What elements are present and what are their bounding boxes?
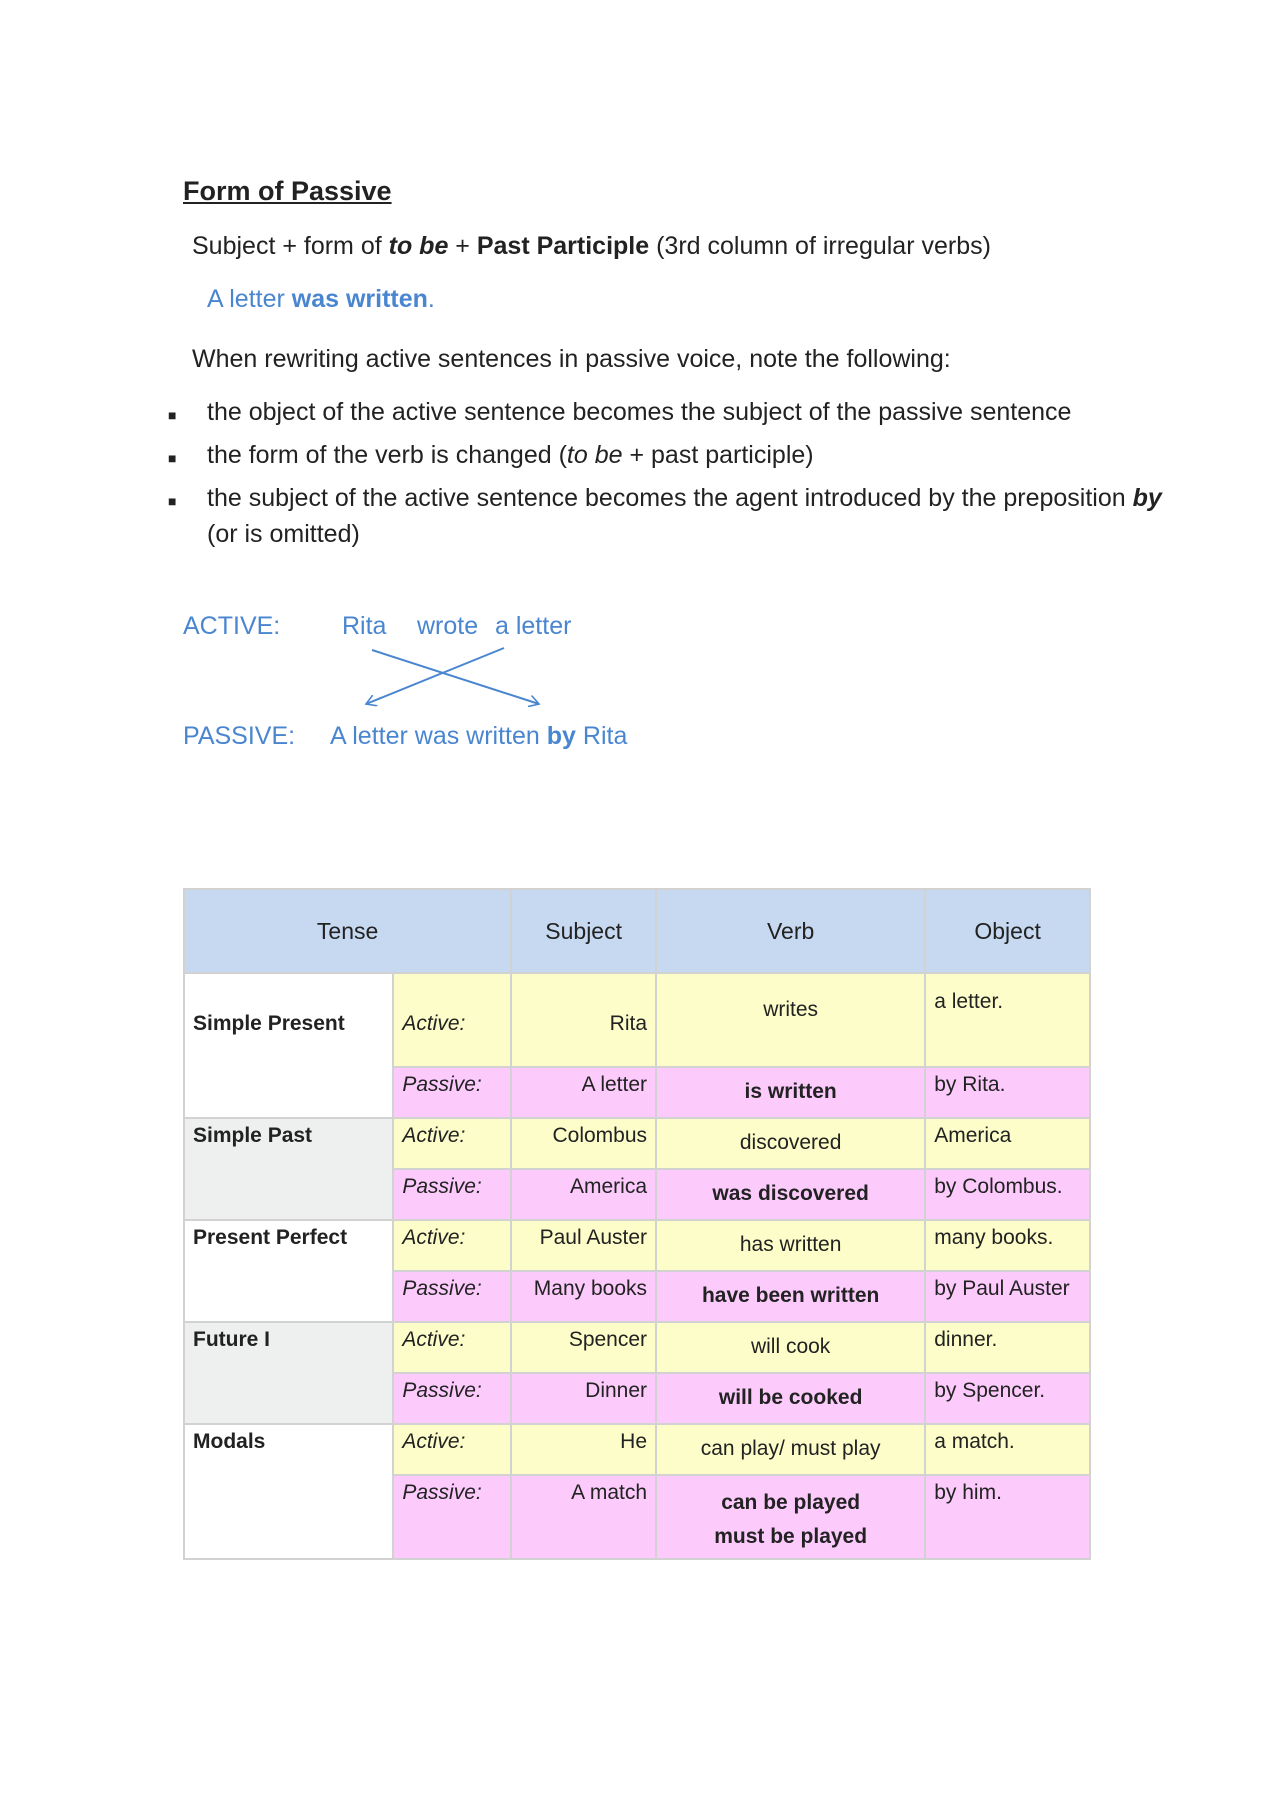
- active-label: ACTIVE:: [183, 612, 281, 640]
- table-row: [184, 1424, 1090, 1475]
- tense-name: Simple Present: [184, 973, 393, 1118]
- formula-note: (3rd column of irregular verbs): [649, 232, 991, 260]
- bullet-square-icon: ■: [168, 407, 177, 423]
- cell-object: by Paul Auster: [925, 1271, 1090, 1322]
- cell-subject: A letter: [511, 1067, 656, 1118]
- active-row-label: Active:: [393, 1322, 511, 1373]
- cell-subject: Colombus: [511, 1118, 656, 1169]
- cell-verb: will be cooked: [656, 1373, 925, 1424]
- cell-verb: [656, 1475, 925, 1559]
- cell-subject: America: [511, 1169, 656, 1220]
- cell-object: by Spencer.: [925, 1373, 1090, 1424]
- cell-verb: was discovered: [656, 1169, 925, 1220]
- example-verb: was written: [291, 285, 428, 313]
- cell-verb: will cook: [656, 1322, 925, 1373]
- bullet-item-1: the object of the active sentence becomes the subject of the passive sentence: [207, 398, 1072, 426]
- cell-verb: is written: [656, 1067, 925, 1118]
- cell-object: dinner.: [925, 1322, 1090, 1373]
- cell-subject: He: [511, 1424, 656, 1475]
- passive-by: by: [546, 722, 576, 750]
- table-row: [184, 1118, 1090, 1169]
- header-subject: Subject: [511, 889, 656, 973]
- cell-verb: writes: [656, 973, 925, 1067]
- cell-object: a letter.: [925, 973, 1090, 1067]
- example-suffix: .: [427, 285, 435, 313]
- passive-row-label: Passive:: [393, 1373, 511, 1424]
- cell-verb: has written: [656, 1220, 925, 1271]
- cell-subject: Many books: [511, 1271, 656, 1322]
- passive-pre: A letter was written: [330, 722, 547, 750]
- page-title: Form of Passive: [183, 176, 392, 206]
- formula-past-participle: Past Participle: [476, 232, 650, 260]
- active-verb: wrote: [417, 612, 479, 640]
- cell-subject: Paul Auster: [511, 1220, 656, 1271]
- cell-verb-line-1: can be played: [721, 1491, 861, 1514]
- formula-part1: Subject + form of: [192, 232, 389, 260]
- header-verb: Verb: [656, 889, 925, 973]
- passive-label: PASSIVE:: [183, 722, 296, 750]
- formula-plus: +: [448, 232, 477, 260]
- active-row-label: Active:: [393, 1220, 511, 1271]
- active-row-label: Active:: [393, 1118, 511, 1169]
- note-intro: When rewriting active sentences in passive voice, note the following:: [192, 345, 951, 373]
- example-prefix: A letter: [207, 285, 292, 313]
- tense-name: Present Perfect: [184, 1220, 393, 1322]
- bullet-2-em: to be: [566, 441, 623, 469]
- table-row: [184, 1322, 1090, 1373]
- cell-object: by Rita.: [925, 1067, 1090, 1118]
- cell-verb: have been written: [656, 1271, 925, 1322]
- passive-post: Rita: [575, 722, 628, 750]
- cell-object: many books.: [925, 1220, 1090, 1271]
- bullet-2-post: + past participle): [622, 441, 814, 469]
- bullet-3-em: by: [1132, 484, 1162, 512]
- passive-sentence: [330, 722, 627, 751]
- bullet-3-pre: the subject of the active sentence becomes the agent introduced by the preposition: [207, 484, 1133, 512]
- tense-name: Future I: [184, 1322, 393, 1424]
- table-header-row: [184, 889, 1090, 973]
- cell-object: America: [925, 1118, 1090, 1169]
- cell-subject: Rita: [511, 973, 656, 1067]
- passive-row-label: Passive:: [393, 1169, 511, 1220]
- cell-verb: can play/ must play: [656, 1424, 925, 1475]
- table-row: [184, 1220, 1090, 1271]
- passive-row-label: Passive:: [393, 1475, 511, 1559]
- bullet-3-post: (or is omitted): [207, 520, 360, 548]
- cell-subject: A match: [511, 1475, 656, 1559]
- tense-name: Simple Past: [184, 1118, 393, 1220]
- cell-verb-line-2: must be played: [714, 1525, 868, 1548]
- cell-verb: discovered: [656, 1118, 925, 1169]
- cell-subject: Spencer: [511, 1322, 656, 1373]
- bullet-square-icon: ■: [168, 450, 177, 466]
- active-row-label: Active:: [393, 1424, 511, 1475]
- tense-table: [183, 888, 1091, 1560]
- cell-object: by him.: [925, 1475, 1090, 1559]
- passive-row-label: Passive:: [393, 1271, 511, 1322]
- tense-name: Modals: [184, 1424, 393, 1559]
- cell-subject: Dinner: [511, 1373, 656, 1424]
- active-subject: Rita: [342, 612, 387, 640]
- cell-object: by Colombus.: [925, 1169, 1090, 1220]
- bullet-2-pre: the form of the verb is changed (: [207, 441, 567, 469]
- active-object: a letter: [495, 612, 572, 640]
- header-object: Object: [925, 889, 1090, 973]
- table-row: [184, 973, 1090, 1067]
- cell-object: a match.: [925, 1424, 1090, 1475]
- passive-row-label: Passive:: [393, 1067, 511, 1118]
- active-row-label: Active:: [393, 973, 511, 1067]
- formula-to-be: to be: [388, 232, 449, 260]
- header-tense: Tense: [184, 889, 511, 973]
- bullet-square-icon: ■: [168, 493, 177, 509]
